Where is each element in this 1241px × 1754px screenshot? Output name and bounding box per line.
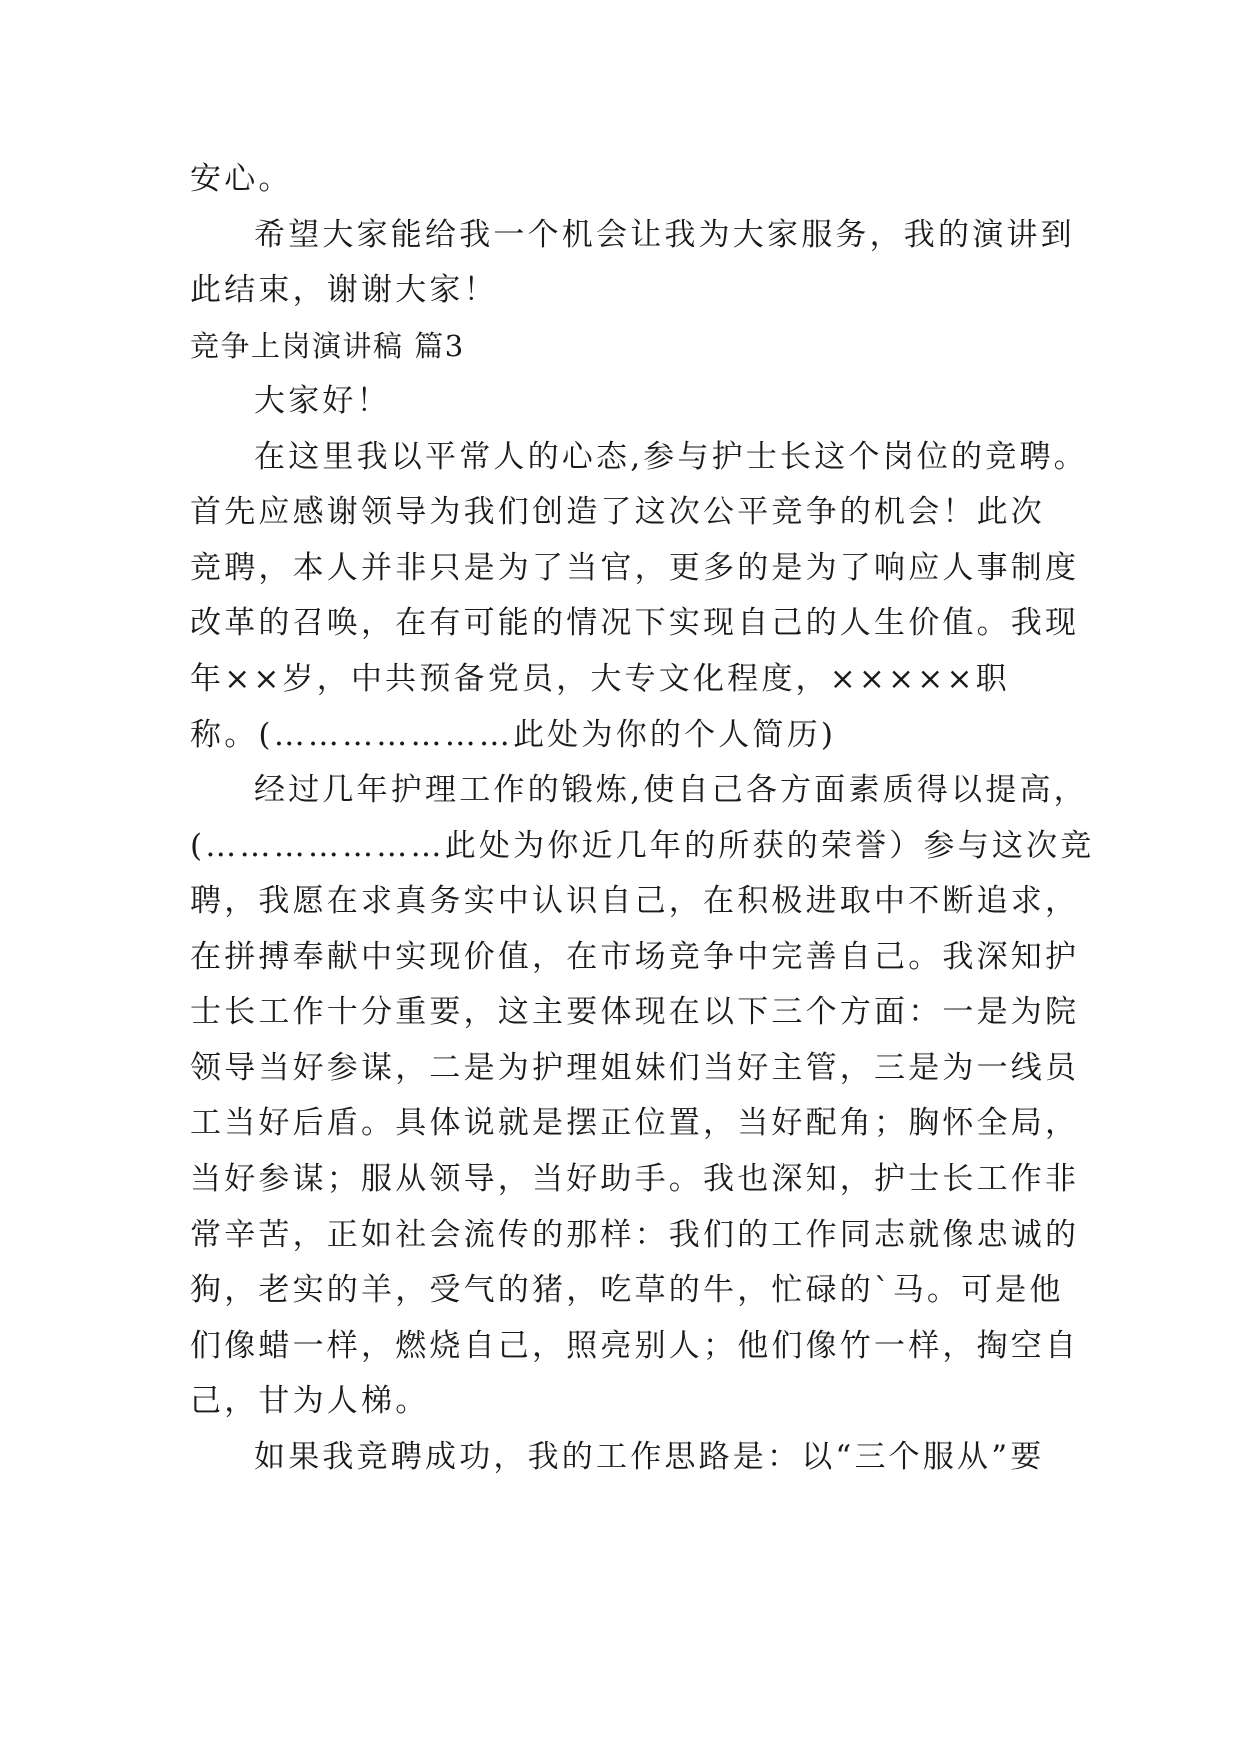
section-heading: 竞争上岗演讲稿 篇3: [190, 329, 465, 363]
paragraph-line: 己，甘为人梯。: [190, 1383, 430, 1419]
paragraph-line: (…………………此处为你近几年的所获的荣誉）参与这次竞: [190, 828, 1095, 864]
paragraph-line: 安心。: [190, 161, 293, 197]
paragraph-line: 领导当好参谋，二是为护理姐妹们当好主管，三是为一线员: [190, 1050, 1080, 1086]
paragraph-line: 年××岁，中共预备党员，大专文化程度，×××××职: [190, 661, 1010, 697]
paragraph-line: 在这里我以平常人的心态,参与护士长这个岗位的竞聘。: [254, 439, 1088, 475]
paragraph-line: 称。(…………………此处为你的个人简历): [190, 717, 837, 753]
paragraph-line: 们像蜡一样，燃烧自己，照亮别人；他们像竹一样，掏空自: [190, 1328, 1080, 1364]
paragraph-line: 工当好后盾。具体说就是摆正位置，当好配角；胸怀全局，: [190, 1105, 1080, 1141]
paragraph-line: 当好参谋；服从领导，当好助手。我也深知，护士长工作非: [190, 1161, 1080, 1197]
paragraph-line: 首先应感谢领导为我们创造了这次公平竞争的机会！此次: [190, 494, 1045, 530]
paragraph-line: 狗，老实的羊，受气的猪，吃草的牛，忙碌的`马。可是他: [190, 1272, 1064, 1308]
paragraph-line: 改革的召唤，在有可能的情况下实现自己的人生价值。我现: [190, 605, 1080, 641]
paragraph-line: 如果我竞聘成功，我的工作思路是：以“三个服从”要: [254, 1439, 1045, 1475]
paragraph-line: 希望大家能给我一个机会让我为大家服务，我的演讲到: [254, 217, 1075, 253]
paragraph-line: 经过几年护理工作的锻炼,使自己各方面素质得以提高，: [254, 772, 1088, 808]
paragraph-line: 竞聘，本人并非只是为了当官，更多的是为了响应人事制度: [190, 550, 1080, 586]
paragraph-line: 常辛苦，正如社会流传的那样：我们的工作同志就像忠诚的: [190, 1217, 1080, 1253]
paragraph-line: 在拼搏奉献中实现价值，在市场竞争中完善自己。我深知护: [190, 939, 1080, 975]
paragraph-line: 聘，我愿在求真务实中认识自己，在积极进取中不断追求，: [190, 883, 1080, 919]
greeting-line: 大家好！: [254, 383, 391, 419]
paragraph-line: 士长工作十分重要，这主要体现在以下三个方面：一是为院: [190, 994, 1080, 1030]
paragraph-line: 此结束，谢谢大家！: [190, 272, 498, 308]
